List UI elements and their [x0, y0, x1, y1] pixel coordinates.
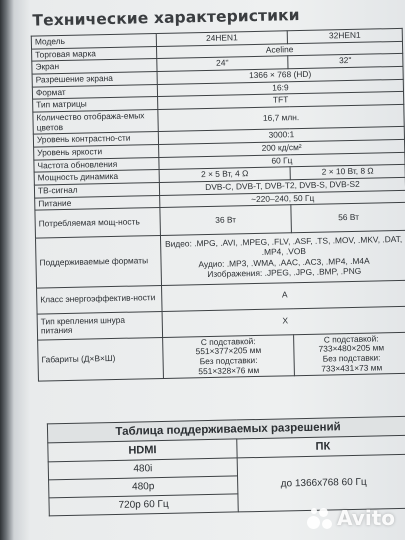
- nostand-value: 733×431×73 мм: [321, 362, 383, 374]
- spec-value: Aceline: [156, 41, 402, 59]
- spec-label: Питание: [35, 195, 160, 210]
- spec-label: Мощность динамика: [34, 170, 159, 185]
- spec-label: Класс энергоэффектив-ности: [37, 285, 163, 314]
- spec-label: Поддерживаемые форматы: [35, 236, 161, 288]
- spec-value: 24'': [157, 56, 288, 71]
- image-formats: Изображения: .JPEG, .JPG, .BMP, .PNG: [207, 265, 362, 280]
- spec-value: 3000:1: [158, 127, 404, 145]
- spec-value: 16,7 млн.: [158, 104, 404, 131]
- spec-value: 56 Вт: [291, 203, 405, 233]
- hdmi-resolution: 720p 60 Гц: [49, 494, 238, 516]
- spec-value: 32'': [288, 54, 403, 69]
- nostand-label: Без подставки:: [199, 355, 258, 367]
- spec-label: Разрешение экрана: [32, 71, 157, 86]
- audio-formats: Аудио: .MP3, .WMA, .AAC, .AC3, .MP4, .M4A: [198, 255, 370, 269]
- spec-value: X: [162, 306, 405, 337]
- spec-label: Тип матрицы: [33, 97, 158, 112]
- avito-logo-icon: [307, 506, 333, 530]
- spec-label: Количество отобража-емых цветов: [33, 109, 158, 134]
- spec-label: Частота обновления: [34, 157, 159, 172]
- formats-cell: [160, 231, 405, 286]
- hdmi-resolution: 480i: [48, 458, 237, 480]
- spec-value: 36 Вт: [160, 205, 292, 236]
- stand-value: 551×377×205 мм: [195, 345, 262, 357]
- pc-resolution: до 1366x768 60 Гц: [237, 454, 405, 512]
- spec-value: 16:9: [157, 79, 403, 97]
- stand-label: С подставкой:: [323, 333, 379, 345]
- resolutions-title: Таблица поддерживаемых разрешений: [47, 416, 405, 443]
- dimensions-24: [163, 335, 295, 379]
- video-formats: Видео: .MPG, .AVI, .MPEG, .FLV, .ASF, .TS, .MOV, .MKV, .DAT, .MP4, .VOB: [164, 234, 403, 257]
- spec-label: Торговая марка: [32, 46, 157, 61]
- stand-label: С подставкой:: [200, 335, 256, 347]
- hdmi-resolution: 480p: [49, 476, 238, 498]
- spec-label: Уровень яркости: [34, 144, 159, 159]
- avito-watermark: [307, 506, 395, 530]
- spec-value: 1366 × 768 (HD): [157, 66, 403, 84]
- spec-value: TFT: [158, 92, 404, 110]
- specs-table: [31, 28, 405, 382]
- spec-label: Потребляемая мощ-ность: [35, 208, 161, 239]
- watermark-text: Avito: [337, 506, 395, 530]
- nostand-value: 551×328×76 мм: [198, 364, 260, 377]
- spec-label: Тип крепления шнура питания: [37, 311, 163, 340]
- spec-value: 24HEN1: [156, 31, 287, 46]
- spec-value: 32HEN1: [287, 28, 402, 43]
- hdmi-header: HDMI: [48, 439, 237, 462]
- spec-value: 2 × 5 Вт, 4 Ω: [159, 167, 290, 182]
- stand-value: 733×480×205 мм: [318, 342, 385, 355]
- spec-label: Габариты (Д×В×Ш): [38, 337, 164, 381]
- spec-value: ~220–240, 50 Гц: [160, 190, 405, 208]
- table-row: [35, 231, 405, 288]
- spec-label: Формат: [32, 84, 157, 99]
- spec-value: DVB-C, DVB-T, DVB-T2, DVB-S, DVB-S2: [159, 177, 405, 195]
- page-title: Технические характеристики: [32, 6, 300, 30]
- spec-value: 60 Гц: [159, 152, 405, 170]
- spec-value: A: [162, 280, 405, 311]
- resolutions-table: [47, 416, 405, 517]
- spec-label: Модель: [31, 34, 156, 49]
- table-row: [38, 332, 405, 381]
- nostand-label: Без подставки:: [322, 352, 381, 364]
- manual-page: [14, 0, 405, 540]
- dimensions-32: [294, 332, 405, 376]
- spec-label: ТВ-сигнал: [34, 182, 159, 197]
- spec-label: Уровень контрастно-сти: [33, 132, 158, 147]
- spec-label: Экран: [32, 59, 157, 74]
- pc-header: ПК: [237, 435, 405, 458]
- spec-value: 200 кд/см²: [159, 139, 405, 157]
- spec-value: 2 × 10 Вт, 8 Ω: [290, 165, 405, 180]
